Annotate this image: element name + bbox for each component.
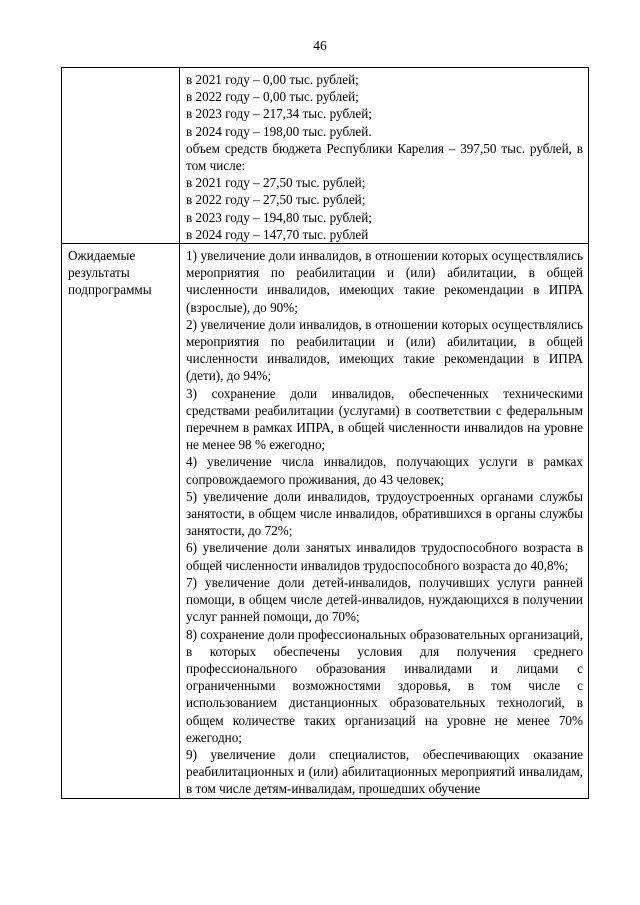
financing-line: в 2021 году – 27,50 тыс. рублей; bbox=[186, 175, 366, 191]
result-item: 2) увеличение доли инвалидов, в отношении которых осуществлялись мероприятия по реабилитации и (или) абилитации, в общей численности инвалидов, имеющих такие рекомендации в ИПРА (дети), до 94%; bbox=[186, 316, 583, 384]
table-row-expected-results bbox=[62, 244, 589, 799]
financing-line: в 2023 году – 217,34 тыс. рублей; bbox=[186, 106, 372, 122]
financing-line: объем средств бюджета Республики Карелия – 397,50 тыс. рублей, в том числе: bbox=[186, 140, 583, 174]
result-item: 7) увеличение доли детей-инвалидов, получивших услуги ранней помощи, в общем числе детей-инвалидов, нуждающихся в получении услуг ранней помощи, до 70%; bbox=[186, 574, 583, 625]
result-item: 3) сохранение доли инвалидов, обеспеченных техническими средствами реабилитации (услугами) в соответствии с федеральным перечнем в рамках ИПРА, в общей численности инвалидов на уровне не менее 98 % ежегодно; bbox=[186, 385, 583, 453]
result-item: 9) увеличение доли специалистов, обеспечивающих оказание реабилитационных и (или) абилитационных мероприятий инвалидам, в том числе детям-инвалидам, прошедших обучение bbox=[186, 746, 583, 797]
financing-line: в 2022 году – 0,00 тыс. рублей; bbox=[186, 89, 359, 105]
financing-line: в 2023 году – 194,80 тыс. рублей; bbox=[186, 209, 372, 225]
expected-results-label-cell bbox=[62, 244, 180, 799]
financing-line: в 2021 году – 0,00 тыс. рублей; bbox=[186, 72, 359, 87]
financing-line: в 2022 году – 27,50 тыс. рублей; bbox=[186, 192, 366, 208]
financing-content-cell bbox=[180, 68, 589, 244]
table-row-financing bbox=[62, 68, 589, 244]
subprogram-passport-table bbox=[61, 67, 589, 799]
result-item: 5) увеличение доли инвалидов, трудоустроенных органами службы занятости, в общем числе инвалидов, обратившихся в органы службы занятости, до 72%; bbox=[186, 488, 583, 539]
financing-label-cell bbox=[62, 68, 180, 244]
result-item: 4) увеличение числа инвалидов, получающих услуги в рамках сопровождаемого проживания, до 43 человек; bbox=[186, 454, 583, 487]
row-label-line: подпрограммы bbox=[68, 282, 152, 298]
expected-results-content-cell bbox=[180, 244, 589, 799]
page-number: 46 bbox=[313, 38, 327, 53]
financing-line: в 2024 году – 198,00 тыс. рублей. bbox=[186, 123, 372, 139]
row-label-line: результаты bbox=[68, 265, 130, 281]
result-item: 8) сохранение доли профессиональных образовательных организаций, в которых обеспечены условия для получения среднего профессионального образования инвалидами и лицами с ограниченными возможностями здоровья, в том числе с использованием дистанционных образовательных технологий, в общем количестве таких организаций на уровне не менее 70% ежегодно; bbox=[186, 626, 583, 745]
financing-line: в 2024 году – 147,70 тыс. рублей bbox=[186, 226, 369, 242]
result-item: 1) увеличение доли инвалидов, в отношении которых осуществлялись мероприятия по реабилитации и (или) абилитации, в общей численности инвалидов, имеющих такие рекомендации в ИПРА (взрослые), до 90%; bbox=[186, 248, 583, 315]
result-item: 6) увеличение доли занятых инвалидов трудоспособного возраста в общей численности инвалидов трудоспособного возраста до 40,8%; bbox=[186, 540, 583, 573]
row-label-line: Ожидаемые bbox=[68, 248, 136, 264]
